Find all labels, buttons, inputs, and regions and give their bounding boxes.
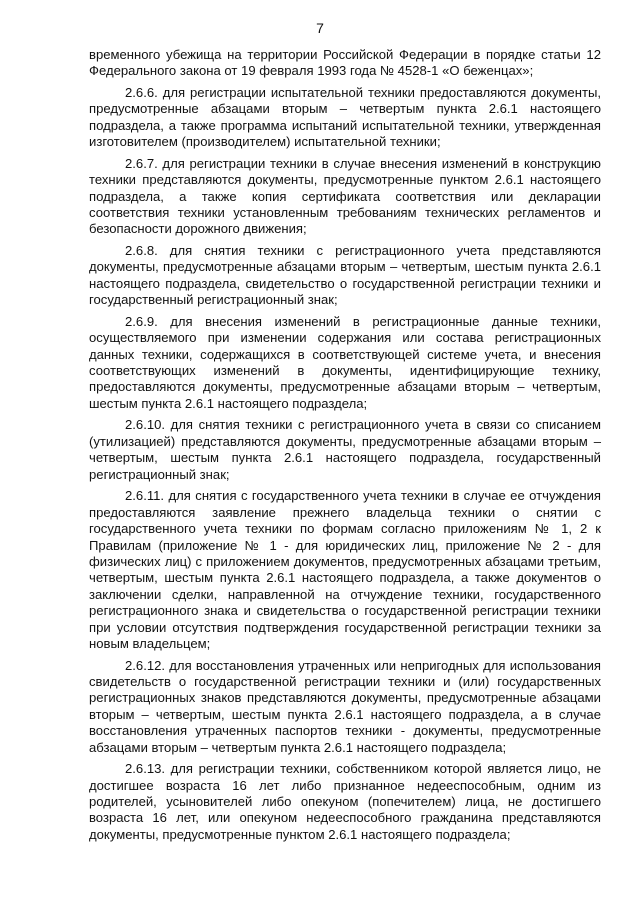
paragraph-2-6-10: 2.6.10. для снятия техники с регистрационного учета в связи со списанием (утилизацией) представляются документы, предусмотренные абзацами вторым – четвертым, шестым пункта 2.6.1 настоящего подраздела, государственный регистрационный знак; xyxy=(89,417,601,482)
paragraph-2-6-7: 2.6.7. для регистрации техники в случае внесения изменений в конструкцию техники представляются документы, предусмотренные пунктом 2.6.1 настоящего подраздела, а также копия сертификата соответствия или декларации соответствия техники установленным требованиям технических регламентов и безопасности дорожного движения; xyxy=(89,155,601,237)
paragraph-2-6-8: 2.6.8. для снятия техники с регистрационного учета представляются документы, предусмотренные абзацами вторым – четвертым, шестым пункта 2.6.1 настоящего подраздела, свидетельство о государственной регистрации техники и государственный регистрационный знак; xyxy=(89,243,601,308)
paragraph-2-6-9: 2.6.9. для внесения изменений в регистрационные данные техники, осуществляемого при изменении содержания или состава регистрационных данных техники, содержащихся в соответствующей системе учета, и внесения соответствующих изменений в документы, идентифицирующие технику, предоставляются документы, предусмотренные абзацами вторым – четвертым, шестым пункта 2.6.1 настоящего подраздела; xyxy=(89,313,601,411)
page-number: 7 xyxy=(316,20,324,36)
paragraph-2-6-13: 2.6.13. для регистрации техники, собственником которой является лицо, не достигшее возраста 16 лет либо признанное недееспособным, одним из родителей, усыновителей либо опекуном (попечителем) лица, не достигшего возраста 16 лет, или опекуном недееспособного гражданина представляются документы, предусмотренные пунктом 2.6.1 настоящего подраздела; xyxy=(89,761,601,842)
paragraph-2-6-12: 2.6.12. для восстановления утраченных или непригодных для использования свидетельств о государственной регистрации техники и (или) государственных регистрационных знаков представляются документы, предусмотренные абзацами вторым – четвертым, шестым пункта 2.6.1 настоящего подраздела, а в случае восстановления утраченных паспортов техники - документы, предусмотренные абзацами вторым – четвертым пункта 2.6.1 настоящего подраздела; xyxy=(89,657,601,755)
document-body xyxy=(89,47,601,848)
paragraph-2-6-11: 2.6.11. для снятия с государственного учета техники в случае ее отчуждения предоставляются заявление прежнего владельца техники о снятии с государственного учета техники по формам согласно приложениям № 1, 2 к Правилам (приложение № 1 - для юридических лиц, приложение № 2 - для физических лиц) с приложением документов, предусмотренных абзацами третьим, четвертым, шестым пункта 2.6.1 настоящего подраздела, а также документов о заключении сделки, направленной на отчуждение техники, государственного регистрационного знака и свидетельства о государственной регистрации техники при условии отсутствия подтверждения государственной регистрации техники за новым владельцем; xyxy=(89,488,601,651)
paragraph-continuation: временного убежища на территории Российской Федерации в порядке статьи 12 Федерального закона от 19 февраля 1993 года № 4528-1 «О беженцах»; xyxy=(89,47,601,79)
paragraph-2-6-6: 2.6.6. для регистрации испытательной техники предоставляются документы, предусмотренные абзацами вторым – четвертым пункта 2.6.1 настоящего подраздела, а также программа испытаний испытательной техники, утвержденная изготовителем (производителем) испытательной техники; xyxy=(89,85,601,150)
